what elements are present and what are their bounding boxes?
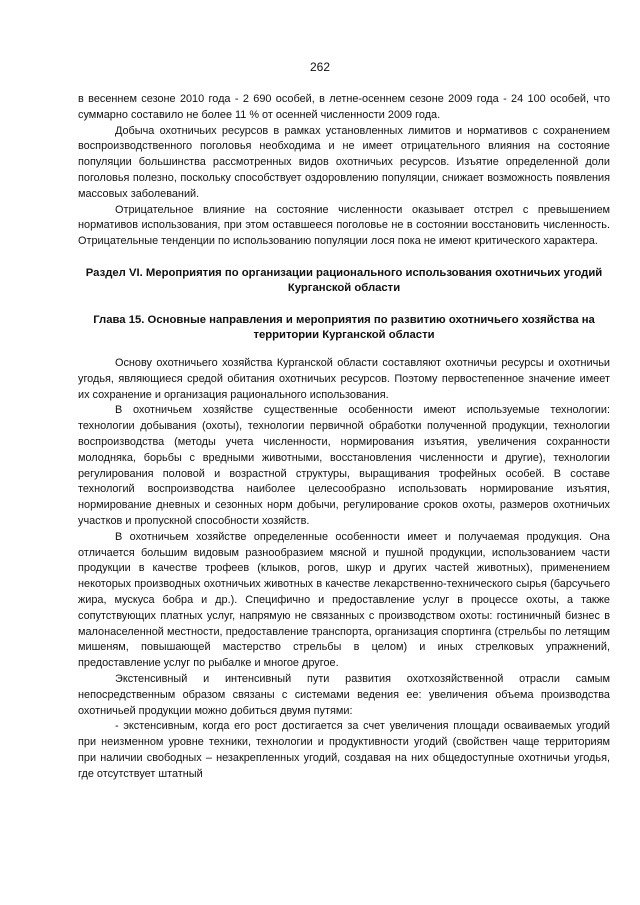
section-heading: Раздел VI. Мероприятия по организации рационального использования охотничьих угодий Курганской области [85,266,603,295]
paragraph: В охотничьем хозяйстве определенные особенности имеет и получаемая продукция. Она отличается большим видовым разнообразием мясной и пушной продукции, использованием части продукции в качестве трофеев (клыков, рогов, шкур и других частей животных), применением некоторых производных охотничьих животных в качестве лекарственно-технического сырья (барсучьего жира, мускуса бобра и др.). Специфично и предоставление услуг в процессе охоты, а также сопутствующих платных услуг, напрямую не связанных с производством охоты: гостиничный бизнес в малонаселенной местности, предоставление транспорта, организация спортинга (стрельбы по летящим мишеням, повышающей мастерство стрельбы в целом) и иных стрелковых упражнений, предоставление услуг по рыбалке и многое другое. [78,530,610,670]
document-body [78,92,610,782]
list-item: - экстенсивным, когда его рост достигается за счет увеличения площади осваиваемых угодий при неизменном уровне техники, технологии и продуктивности угодий (свойствен чаще территориям при наличии свободных – незакрепленных угодий, создавая на них общедоступные охотничьи угодья, где отсутствует штатный [78,720,610,780]
paragraph: Отрицательное влияние на состояние численности оказывает отстрел с превышением нормативов использования, при этом оставшееся поголовье не в состоянии восстановить численность. Отрицательные тенденции по использованию популяции лося пока не имеют критического характера. [78,203,610,248]
chapter-heading: Глава 15. Основные направления и мероприятия по развитию охотничьего хозяйства на территории Курганской области [93,313,595,342]
page-number: 262 [309,60,331,74]
paragraph: Основу охотничьего хозяйства Курганской области составляют охотничьи ресурсы и охотничьи угодья, являющиеся средой обитания охотничьих ресурсов. Поэтому первостепенное значение имеет их сохранение и организация рационального использования. [78,356,610,401]
paragraph: В охотничьем хозяйстве существенные особенности имеют используемые технологии: технологии добывания (охоты), технологии первичной обработки полученной продукции, технологии воспроизводства (методы учета численности, нормирования изъятия, увеличения сохранности молодняка, борьбы с вредными животными, восстановления численности и другие), технологии регулирования половой и возрастной структуры, выращивания трофейных особей. В составе технологий воспроизводства наиболее целесообразно использовать нормирование изъятия, нормирование дневных и сезонных норм добычи, регулирование сроков охоты, размеров охотничьих участков и пропускной способности хозяйств. [78,404,610,527]
paragraph: Экстенсивный и интенсивный пути развития охотхозяйственной отрасли самым непосредственным образом связаны с системами ведения ее: увеличения объема производства охотничьей продукции можно добиться двумя путями: [78,672,610,717]
paragraph: в весеннем сезоне 2010 года - 2 690 особей, в летне-осеннем сезоне 2009 года - 24 100 особей, что суммарно составило не более 11 % от осенней численности 2009 года. [78,93,610,121]
paragraph: Добыча охотничьих ресурсов в рамках установленных лимитов и нормативов с сохранением воспроизводственного поголовья необходима и не имеет отрицательного влияния на состояние популяции большинства рассмотренных видов охотничьих ресурсов. Изъятие определенной доли поголовья полезно, поскольку способствует оздоровлению популяции, снижает возможность появления массовых заболеваний. [78,124,610,200]
